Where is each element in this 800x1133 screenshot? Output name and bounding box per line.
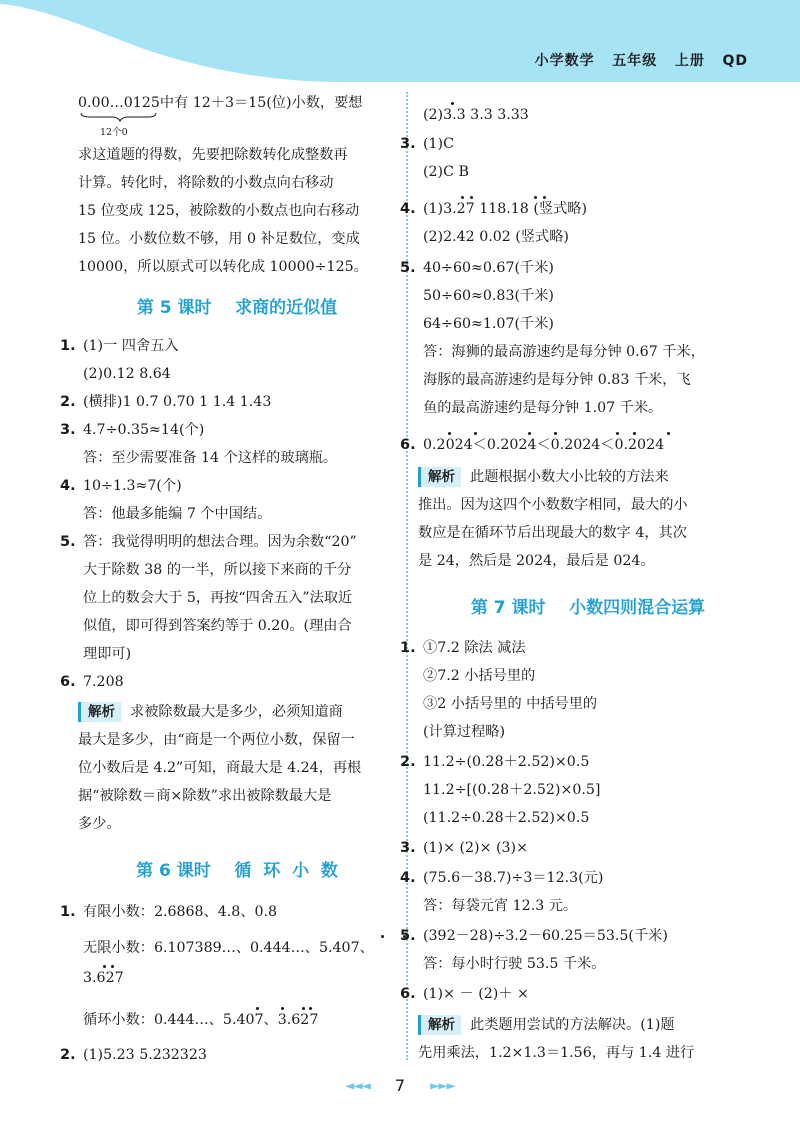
l7-q6: 6. (1)× － (2)＋ × [400,986,529,1002]
repeat-dot [633,432,636,435]
book-info: 小学数学 五年级 上册 QD [534,53,748,69]
l6-q1: 1. 有限小数：2.6868、4.8、0.8 [60,904,278,920]
r-q5-line: 答：海狮的最高游速约是每分钟 0.67 千米， [423,344,705,360]
l6-q2: 2. (1)5.23 5.232323 [60,1047,207,1063]
page-footer [0,1075,800,1099]
intro-line: 15 位变成 125，被除数的小数点也向右移动 [78,203,360,219]
repeat-dot [256,1007,259,1010]
prev-arrows-icon: ◄◄◄ [345,1078,370,1093]
r-q5-line: 鱼的最高游速约是每分钟 1.07 千米。 [423,400,663,416]
l7-analysis-line: 先用乘法，1.2×1.3＝1.56，再与 1.4 进行 [418,1045,695,1061]
l5-analysis-line: 位小数后是 4.2”可知，商最大是 4.24，再根 [78,760,362,776]
r-analysis: 解析 此题根据小数大小比较的方法来 [418,466,669,488]
l5-analysis-line: 最大是多少，由“商是一个两位小数，保留一 [78,732,355,748]
r-q5-line: 海豚的最高游速约是每分钟 0.83 千米，飞 [423,372,691,388]
repeat-dot [528,432,531,435]
page-number: 7 [394,1076,406,1095]
r-q4-b: (2)2.42 0.02 (竖式略) [423,229,569,245]
intro-line: 求这道题的得数，先要把除数转化成整数再 [78,147,348,163]
lesson-6-title: 第 6 课时 循 环 小 数 [136,861,338,881]
l7-q3: 3. (1)× (2)× (3)× [400,840,528,856]
l5-q3-answer: 答：至少需要准备 14 个这样的玻璃瓶。 [83,450,338,466]
r-analysis-line: 推出。因为这四个小数数字相同，最大的小 [418,497,688,513]
repeat-dot [616,432,619,435]
l7-q2: 2. 11.2÷(0.28＋2.52)×0.5 [400,754,590,770]
l5-q5-line: 位上的数会大于 5，再按“四舍五入”法取近 [83,590,353,606]
repeat-dot [474,432,477,435]
repeat-dot [461,196,464,199]
next-arrows-icon: ►►► [430,1078,455,1093]
repeat-dot [667,432,670,435]
repeat-dot [381,935,384,938]
r-q4: 4. (1)3.27 118.18 (竖式略) [400,201,587,217]
intro-line: 计算。转化时，将除数的小数点向右移动 [78,175,334,191]
r-q5: 5. 40÷60≈0.67(千米) [400,260,554,276]
l5-analysis: 解析 求被除数最大是多少，必须知道商 [78,701,343,723]
analysis-tag: 解析 [418,467,461,487]
r-q2-b: (2)3.3 3.3 3.33 [423,107,529,123]
lesson-7-title: 第 7 课时 小数四则混合运算 [470,598,706,618]
l6-q1-c: 3.627 [83,970,124,986]
repeat-dot [543,196,546,199]
l5-analysis-line: 多少。 [78,816,121,832]
l7-q4-answer: 答：每袋元宵 12.3 元。 [423,898,578,914]
l5-q2: 2. (横排)1 0.7 0.70 1 1.4 1.43 [60,394,272,410]
l7-q1: 1. ①7.2 除法 减法 [400,640,526,656]
r-q3-b: (2)C B [423,164,469,180]
l5-q4-answer: 答：他最多能编 7 个中国结。 [83,506,272,522]
repeat-dot [103,965,106,968]
repeat-dot [281,1007,284,1010]
lesson-5-title: 第 5 课时 求商的近似值 [136,298,338,318]
column-divider [406,92,408,1060]
r-analysis-line: 数应是在循环节后出现最大的数字 4，其次 [418,525,687,541]
l7-q5-answer: 答：每小时行驶 53.5 千米。 [423,956,606,972]
l7-analysis: 解析 此类题用尝试的方法解决。(1)题 [418,1014,675,1036]
l5-q5: 5. 答：我觉得明明的想法合理。因为余数“20” [60,534,357,550]
r-q5-line: 50÷60≈0.83(千米) [423,288,554,304]
r-q3: 3. (1)C [400,136,454,152]
l5-q3: 3. 4.7÷0.35≈14(个) [60,422,205,438]
l5-q1-b: (2)0.12 8.64 [83,366,171,382]
r-q5-line: 64÷60≈1.07(千米) [423,316,554,332]
brace [78,112,158,122]
intro-line: 10000，所以原式可以转化成 10000÷125。 [78,259,368,275]
l7-q4: 4. (75.6－38.7)÷3＝12.3(元) [400,870,604,886]
l5-q1: 1. (1)一 四舍五入 [60,338,179,354]
intro-line: 0.00…0125中有 12＋3＝15(位)小数，要想 [78,95,363,111]
l5-q4: 4. 10÷1.3≈7(个) [60,478,182,494]
l7-q5: 5. (392－28)÷3.2－60.25＝53.5(千米) [400,928,668,944]
repeat-dot [470,196,473,199]
brace-label: 12个0 [100,127,128,138]
l5-q5-line: 似值，即可得到答案约等于 0.20。(理由合 [83,618,352,634]
repeat-dot [534,196,537,199]
l6-q1-d: 循环小数：0.444…、5.407、3.627 [83,1012,319,1028]
l7-q2-line: (11.2÷0.28＋2.52)×0.5 [423,810,590,826]
l5-q5-line: 理即可) [83,646,132,662]
intro-line: 15 位。小数位数不够，用 0 补足数位，变成 [78,231,360,247]
repeat-dot [309,1007,312,1010]
repeat-dot [111,965,114,968]
analysis-tag: 解析 [78,702,121,722]
l7-q1-line: (计算过程略) [423,724,506,740]
repeat-dot [554,432,557,435]
repeat-dot [448,432,451,435]
l5-q5-line: 大于除数 38 的一半，所以接下来商的千分 [83,562,352,578]
l7-q2-line: 11.2÷[(0.28＋2.52)×0.5] [423,782,601,798]
l6-q1-b: 无限小数：6.107389…、0.444…、5.407、 [83,940,374,956]
r-analysis-line: 是 24，然后是 2024，最后是 024。 [418,553,655,569]
repeat-dot [302,1007,305,1010]
analysis-tag: 解析 [418,1015,461,1035]
r-q6: 6. 0.2024＜0.2024＜0.2024＜0.2024 [400,437,665,453]
l5-q6: 6. 7.208 [60,674,124,690]
l5-analysis-line: 据“被除数＝商×除数”求出被除数最大是 [78,788,332,804]
l7-q1-line: ②7.2 小括号里的 [423,668,536,684]
repeat-dot [451,102,454,105]
l7-q1-line: ③2 小括号里的 中括号里的 [423,696,598,712]
